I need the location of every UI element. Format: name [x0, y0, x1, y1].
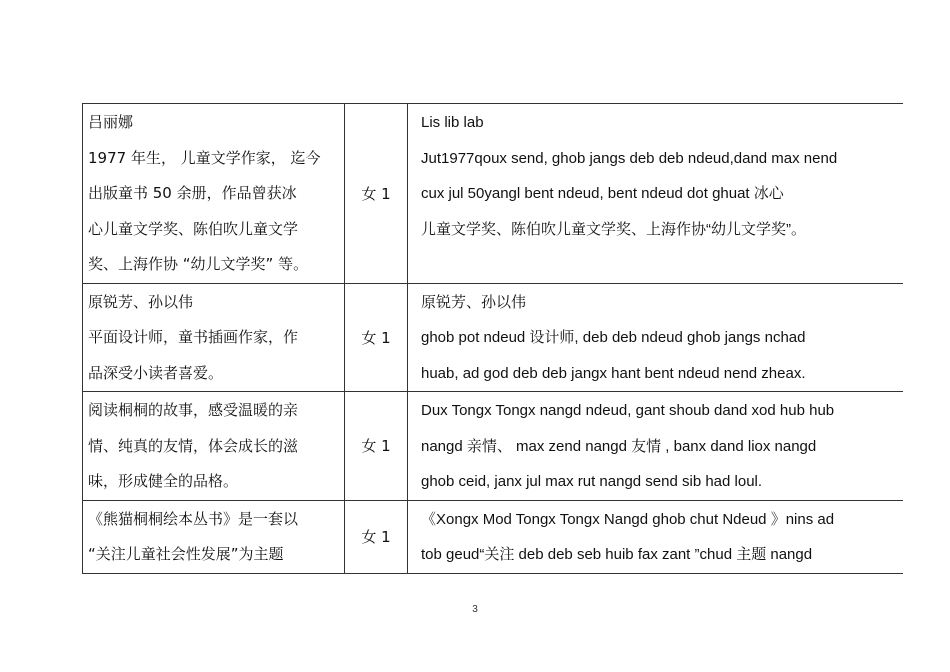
text-line: 阅读桐桐的故事，感受温暖的亲 [88, 401, 299, 419]
text-line: 品深受小读者喜爱。 [88, 363, 224, 382]
text-line: tob geud“关注 deb deb seb huib fax zant ”chud 主题 nangd [421, 546, 813, 563]
chinese-text-cell [83, 283, 345, 392]
translation-cell [408, 500, 903, 573]
marker-label: 女 1 [361, 437, 391, 456]
text-line: “关注儿童社会性发展”为主题 [88, 545, 284, 563]
chinese-text-cell [83, 104, 345, 284]
text-line: cux jul 50yangl bent ndeud, bent ndeud dot ghuat 冰心 [421, 185, 784, 202]
text-line: 情、纯真的友情，体会成长的滋 [88, 436, 299, 455]
text-line: 出版童书 50 余册，作品曾获冰 [88, 184, 297, 202]
text-line: huab, ad god deb deb jangx hant bent ndeud nend zheax. [421, 364, 806, 382]
table-row [83, 500, 903, 573]
marker-cell [345, 104, 408, 284]
text-line: 味，形成健全的品格。 [88, 472, 239, 490]
text-line: 《Xongx Mod Tongx Tongx Nangd ghob chut Ndeud 》nins ad [421, 510, 835, 528]
text-line: 奖、上海作协 “幼儿文学奖” 等。 [88, 255, 309, 273]
marker-label: 女 1 [361, 184, 391, 203]
page-number: 3 [472, 604, 478, 615]
table-row [83, 283, 903, 392]
translation-cell [408, 104, 903, 284]
text-line: 原锐芳、孙以伟 [421, 293, 527, 311]
translation-cell [408, 283, 903, 392]
text-line: 心儿童文学奖、陈伯吹儿童文学 [88, 219, 299, 238]
marker-label: 女 1 [361, 528, 391, 546]
text-line: 《熊猫桐桐绘本丛书》是一套以 [88, 509, 299, 528]
text-line: Dux Tongx Tongx nangd ndeud, gant shoub dand xod hub hub [421, 402, 835, 419]
marker-cell [345, 500, 408, 573]
chinese-text-cell [83, 500, 345, 573]
text-line: 1977 年生， 儿童文学作家， 迄今 [88, 148, 321, 167]
text-line: 原锐芳、孙以伟 [88, 292, 194, 311]
text-line: nangd 亲情、 max zend nangd 友情 , banx dand liox nangd [421, 437, 817, 455]
table-row [83, 104, 903, 284]
text-line: ghob ceid, janx jul max rut nangd send sib had loul. [421, 473, 763, 490]
text-line: 平面设计师，童书插画作家，作 [88, 328, 299, 346]
chinese-text-cell [83, 392, 345, 501]
text-line: 吕丽娜 [88, 113, 134, 131]
table-row [83, 392, 903, 501]
translation-cell [408, 392, 903, 501]
text-line: ghob pot ndeud 设计师, deb deb ndeud ghob jangs nchad [421, 329, 806, 346]
text-line: Lis lib lab [421, 114, 484, 131]
marker-label: 女 1 [361, 328, 391, 347]
marker-cell [345, 283, 408, 392]
text-line: 儿童文学奖、陈伯吹儿童文学奖、上海作协“幼儿文学奖”。 [421, 220, 806, 238]
marker-cell [345, 392, 408, 501]
text-line: Jut1977qoux send, ghob jangs deb deb ndeud,dand max nend [421, 149, 838, 167]
content-table [82, 103, 903, 574]
